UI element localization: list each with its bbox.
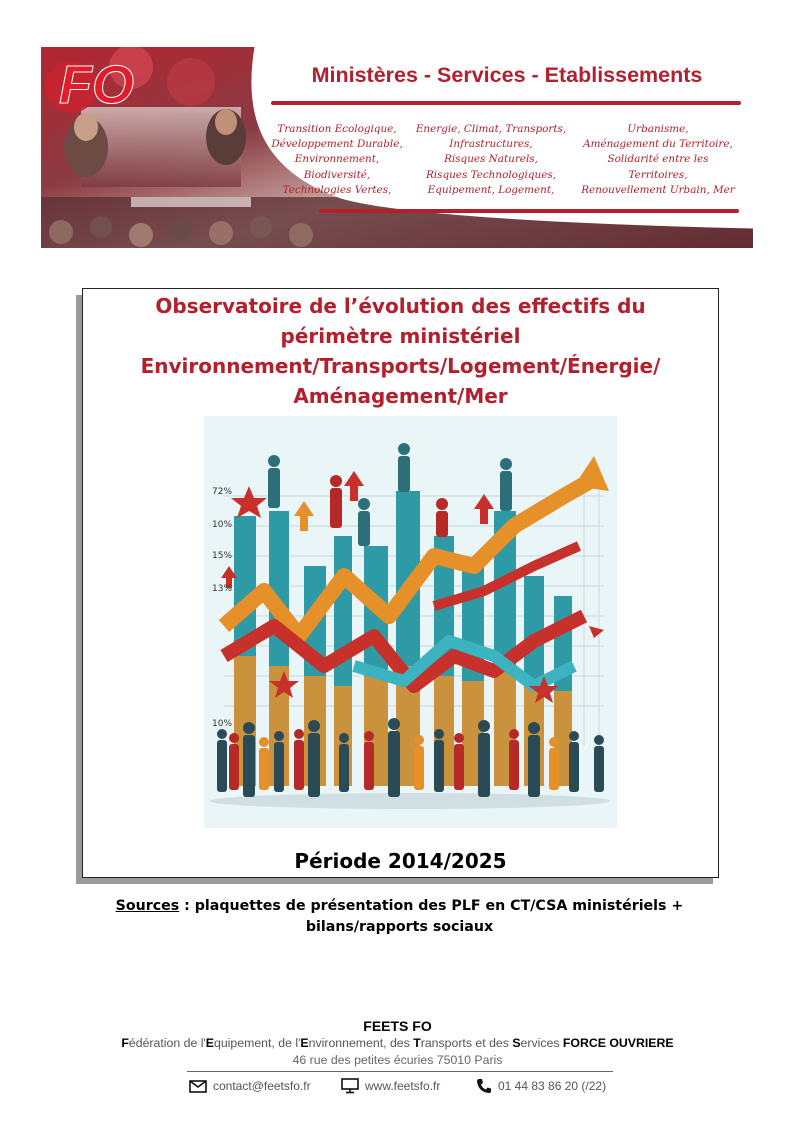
svg-text:10%: 10% [212,520,233,530]
footer-rule [187,1071,613,1072]
cover-box [82,288,719,878]
monitor-icon [341,1078,359,1094]
cover-illustration [204,416,617,828]
footer-contacts [187,1076,627,1096]
footer-federation: Fédération de l'Equipement, de l'Environnement, des Transports et des Services FORCE OUVRIERE [121,1036,674,1050]
phone-icon [476,1078,492,1094]
period-label: Période 2014/2025 [294,849,507,873]
banner-column-2: Energie, Climat, Transports, Infrastructures, Risques Naturels, Risques Technologiques, Equipement, Logement, [415,123,567,196]
footer-phone-link[interactable]: 01 44 83 86 20 (/22) [476,1076,606,1096]
envelope-icon [189,1080,207,1093]
footer-email-link[interactable]: contact@feetsfo.fr [189,1076,311,1096]
svg-text:10%: 10% [212,719,233,729]
svg-text:72%: 72% [212,487,233,497]
sources-text-1: : plaquettes de présentation des PLF en CT/CSA ministériels + [179,898,684,914]
banner-column-1: Transition Ecologique, Développement Durable, Environnement, Biodiversité, Technologies Vertes, [271,123,403,196]
footer-website-link[interactable]: www.feetsfo.fr [341,1076,440,1096]
header-banner [41,47,753,248]
cover-title: Observatoire de l’évolution des effectifs du périmètre ministériel Environnement/Transports/Logement/Énergie/ Aménagement/Mer [140,294,661,408]
svg-text:13%: 13% [212,584,233,594]
sources-label: Sources [115,898,180,914]
banner-rule-bottom [319,209,739,213]
fo-logo: FO [59,55,134,115]
sources-note [82,896,717,938]
footer-org: FEETS FO [363,1018,432,1034]
footer-address: 46 rue des petites écuries 75010 Paris [292,1053,503,1067]
banner-title: Ministères - Services - Etablissements [311,63,703,87]
banner-rule-top [271,101,741,105]
svg-text:15%: 15% [212,551,233,561]
banner-column-3: Urbanisme, Aménagement du Territoire, Solidarité entre les Territoires, Renouvellement Urbain, Mer [581,123,735,196]
sources-text-2: bilans/rapports sociaux [305,919,494,935]
